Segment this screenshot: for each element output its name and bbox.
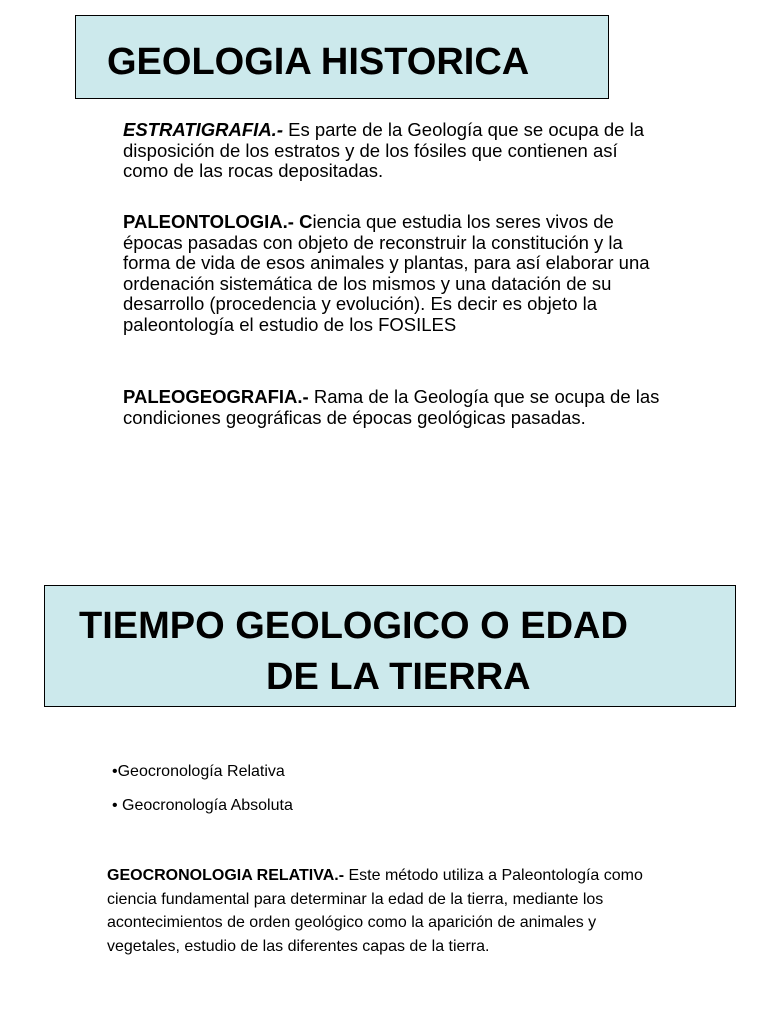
term-paleogeografia: PALEOGEOGRAFIA.- xyxy=(123,386,309,407)
term-geocronologia-relativa: GEOCRONOLOGIA RELATIVA.- xyxy=(107,867,345,884)
definition-text: Es parte de la Geología que se ocupa de la disposición de los estratos y de los fósiles que contienen así como de las rocas depositadas. xyxy=(123,119,644,181)
definition-estratigrafia xyxy=(123,120,663,182)
definition-geocronologia-relativa xyxy=(107,864,667,958)
bullet-geocronologia-absoluta: • Geocronología Absoluta xyxy=(112,797,293,814)
section-title-line2: DE LA TIERRA xyxy=(266,656,531,698)
definition-paleogeografia xyxy=(123,387,663,428)
definition-text: Este método utiliza a Paleontología como ciencia fundamental para determinar la edad de la tierra, mediante los acontecimientos de orden geológico como la aparición de animales y vegetales, estudio de las diferentes capas de la tierra. xyxy=(107,867,643,955)
term-estratigrafia: ESTRATIGRAFIA.- xyxy=(123,119,283,140)
section-title-line1: TIEMPO GEOLOGICO O EDAD xyxy=(79,605,628,647)
term-paleontologia: PALEONTOLOGIA.- C xyxy=(123,211,313,232)
page-title: GEOLOGIA HISTORICA xyxy=(107,41,530,83)
title-box-geologia-historica xyxy=(75,15,609,99)
definition-paleontologia xyxy=(123,212,663,335)
bullet-geocronologia-relativa: •Geocronología Relativa xyxy=(112,763,285,780)
definition-text: Rama de la Geología que se ocupa de las condiciones geográficas de épocas geológicas pasadas. xyxy=(123,386,660,428)
definition-text: iencia que estudia los seres vivos de épocas pasadas con objeto de reconstruir la constitución y la forma de vida de esos animales y plantas, para así elaborar una ordenación sistemática de los mismos y una datación de su desarrollo (procedencia y evolución). Es decir es objeto la paleontología el estudio de los FOSILES xyxy=(123,211,650,335)
title-box-tiempo-geologico xyxy=(44,585,736,707)
